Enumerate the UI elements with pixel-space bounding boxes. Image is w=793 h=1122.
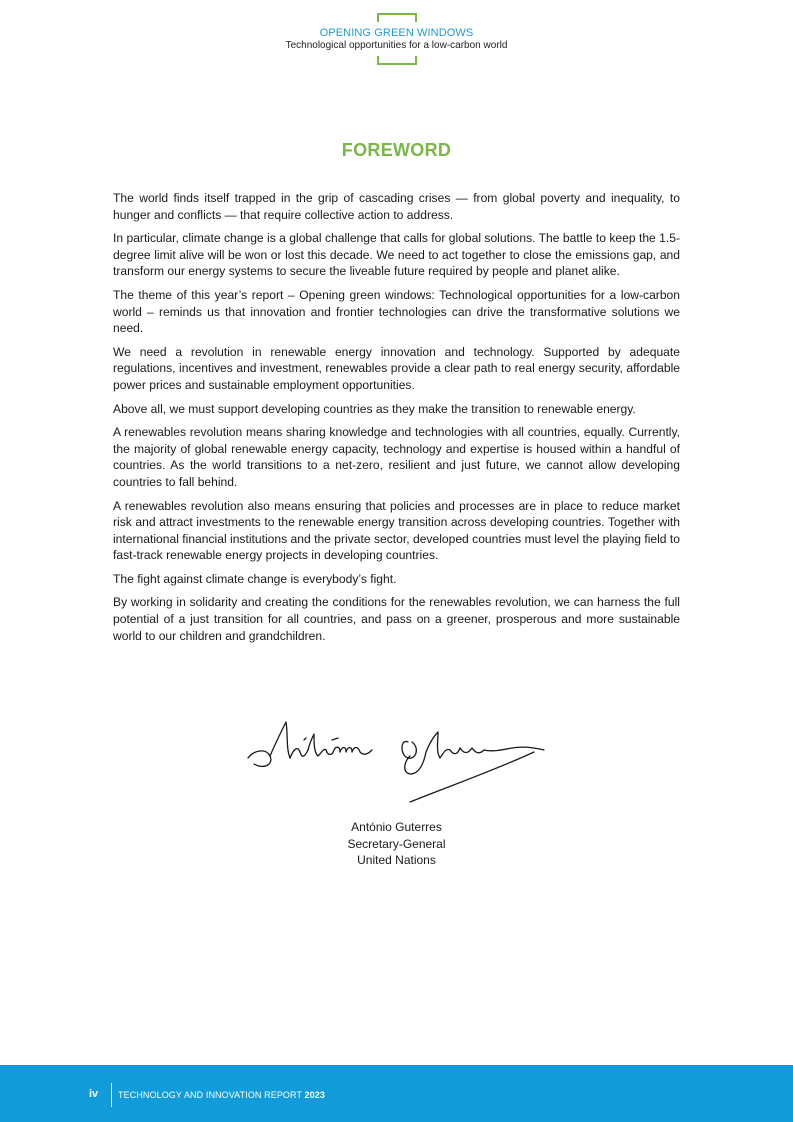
signature-image — [240, 712, 550, 807]
paragraph: The fight against climate change is everybody’s fight. — [113, 571, 397, 586]
header-bracket-bottom — [377, 56, 417, 65]
footer-report-title — [118, 1090, 325, 1100]
signatory-organization: United Nations — [357, 853, 436, 867]
paragraph: A renewables revolution means sharing knowledge and technologies with all countries, equally. Currently, the majority of global renewable energy capacity, technology and expertise is housed within a handful of countries. As the world transitions to a net-zero, resilient and just future, we cannot allow developing countries to fall behind. — [113, 425, 680, 489]
paragraph: A renewables revolution also means ensuring that policies and processes are in place to reduce market risk and attract investments to the renewable energy transition across developing countries. Together with international financial institutions and the private sector, developed countries must level the playing field to fast-track renewable energy projects in developing countries. — [113, 498, 680, 563]
page-number: iv — [89, 1088, 99, 1100]
header-subtitle: Technological opportunities for a low-carbon world — [285, 40, 508, 51]
signatory-name: António Guterres — [351, 820, 442, 834]
foreword-body — [113, 190, 680, 651]
paragraph: In particular, climate change is a global challenge that calls for global solutions. The battle to keep the 1.5-degree limit alive will be won or lost this decade. We need to act together to close the emissions gap, and transform our energy systems to secure the liveable future required by people and planet alike. — [113, 231, 680, 279]
report-year: 2023 — [304, 1090, 325, 1100]
page-title: FOREWORD — [341, 140, 452, 160]
paragraph: The theme of this year’s report – Opening green windows: Technological opportunities for a low-carbon world – reminds us that innovation and frontier technologies can drive the transformative solutions we need. — [113, 287, 680, 336]
paragraph: By working in solidarity and creating the conditions for the renewables revolution, we can harness the full potential of a just transition for all countries, and pass on a greener, prosperous and more sustainable world to our children and grandchildren. — [113, 595, 680, 643]
paragraph: The world finds itself trapped in the grip of cascading crises — from global poverty and inequality, to hunger and conflicts — that require collective action to address. — [113, 191, 680, 222]
paragraph: Above all, we must support developing countries as they make the transition to renewable energy. — [113, 401, 636, 416]
page-footer — [0, 1065, 793, 1122]
signatory-position: Secretary-General — [347, 836, 446, 851]
footer-divider — [111, 1083, 112, 1107]
signatory-block — [0, 819, 793, 869]
header-title: OPENING GREEN WINDOWS — [319, 27, 474, 39]
report-name: TECHNOLOGY AND INNOVATION REPORT — [118, 1090, 302, 1100]
page-header — [0, 13, 793, 65]
paragraph: We need a revolution in renewable energy innovation and technology. Supported by adequate regulations, incentives and investment, renewables provide a clear path to real energy security, affordable power prices and sustainable employment opportunities. — [113, 344, 680, 392]
header-bracket-top — [377, 13, 417, 22]
